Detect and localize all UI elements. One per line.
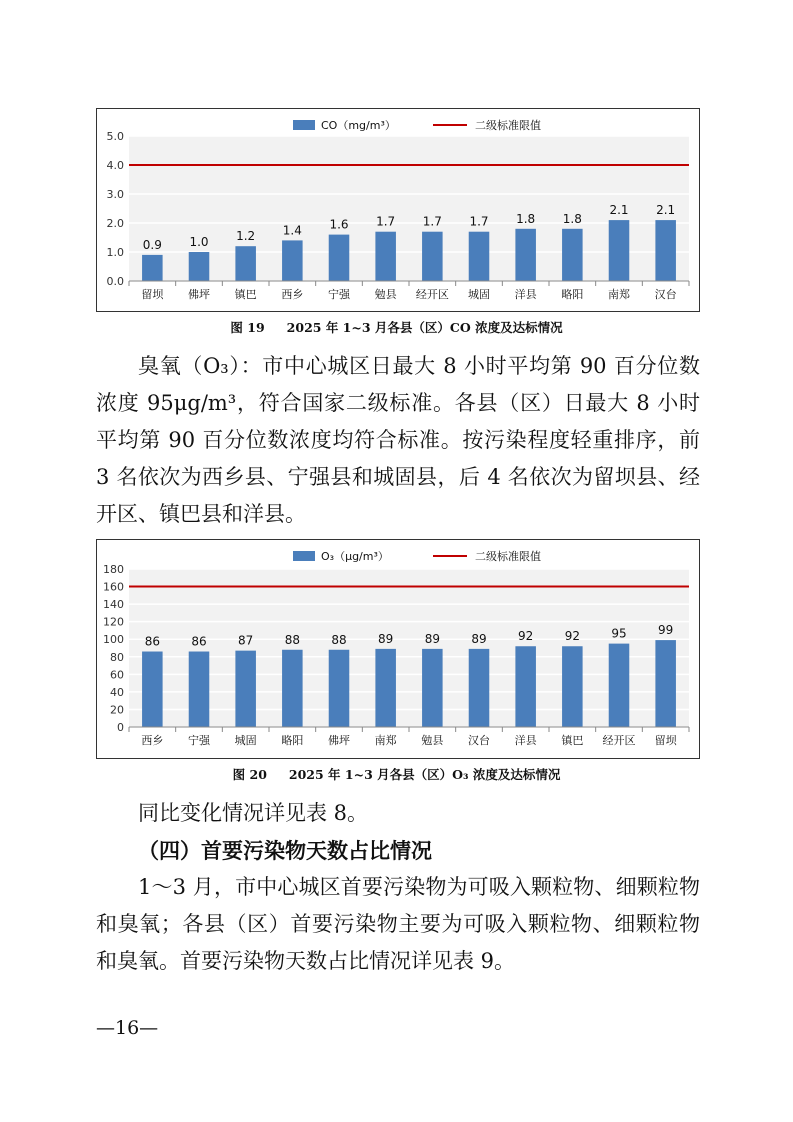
o3-chart-bar [375,649,396,727]
o3-chart-category-label: 略阳 [281,734,304,747]
co-chart-y-tick-label: 5.0 [106,130,124,143]
o3-chart-value-label: 92 [564,629,580,644]
table8-paragraph: 同比变化情况详见表 8。 [138,801,369,825]
co-chart-category-label: 镇巴 [234,288,257,301]
co-chart-value-label: 1.8 [516,211,536,226]
o3-chart-y-tick-label: 60 [110,668,124,682]
co-chart-value-label: 1.7 [469,214,489,229]
co-chart-category-label: 经开区 [415,288,449,301]
co-chart-category-label: 汉台 [654,288,677,301]
co-chart-bar [375,232,396,281]
co-chart-bar [422,232,443,281]
o3-chart-bar [469,649,490,727]
co-chart-y-tick-label: 2.0 [106,217,124,230]
co-chart-category-label: 略阳 [561,288,584,301]
o3-chart-y-tick-label: 180 [103,563,124,576]
figure-19-number: 图 19 [230,320,265,335]
co-chart-y-tick-label: 4.0 [106,159,124,172]
co-chart-y-tick-label: 1.0 [106,246,124,259]
o3-chart-legend-limit-label: 二级标准限值 [475,550,541,563]
o3-chart [96,539,700,759]
o3-chart-svg [97,540,699,758]
o3-chart-value-label: 88 [284,632,300,647]
o3-chart-value-label: 86 [144,634,160,649]
co-chart-bar [469,232,490,281]
co-chart-bar [189,252,210,281]
co-chart-y-tick-label: 3.0 [106,188,124,201]
o3-chart-y-tick-label: 80 [110,650,124,664]
o3-chart-y-tick-label: 20 [110,703,124,717]
co-chart-category-label: 西乡 [281,288,304,301]
co-chart-legend-series-label: CO（mg/m³） [321,119,396,132]
co-chart-value-label: 1.4 [282,223,302,238]
co-chart-value-label: 0.9 [142,237,162,252]
o3-chart-value-label: 89 [378,631,394,646]
co-chart-value-label: 1.8 [562,211,582,226]
o3-chart-y-tick-label: 120 [103,615,124,629]
o3-chart-bar [142,652,163,727]
o3-chart-bar [329,650,350,727]
o3-chart-legend-bar-swatch [293,551,315,561]
o3-chart-value-label: 89 [424,631,440,646]
o3-chart-bar [562,646,583,727]
o3-chart-value-label: 95 [611,626,627,641]
o3-chart-category-label: 经开区 [602,734,636,747]
o3-paragraph: 臭氧（O₃）：市中心城区日最大 8 小时平均第 90 百分位数浓度 95μg/m³，符合国家二级标准。各县（区）日最大 8 小时平均第 90 百分位数浓度均符合标准。按污染程度轻重排序，前 3 名依次为西乡县、宁强县和城固县，后 4 名依次为留坝县、经开区、镇巴县和洋县。 [96,354,700,526]
primary-pollutant-paragraph: 1～3 月，市中心城区首要污染物为可吸入颗粒物、细颗粒物和臭氧；各县（区）首要污染物主要为可吸入颗粒物、细颗粒物和臭氧。首要污染物天数占比情况详见表 9。 [96,875,700,973]
co-chart-bar [562,229,583,281]
co-chart-bar [142,255,163,281]
co-chart-y-tick-label: 0.0 [106,275,124,288]
o3-chart-category-label: 留坝 [654,734,677,747]
figure-19-caption [0,318,793,336]
co-chart-category-label: 宁强 [328,288,350,301]
o3-chart-y-tick-label: 100 [103,633,124,647]
co-chart-value-label: 2.1 [656,203,676,218]
o3-chart-category-label: 西乡 [141,734,164,747]
o3-chart-value-label: 99 [658,623,674,638]
co-chart-bar [655,220,676,281]
figure-20-text: 2025 年 1~3 月各县（区）O₃ 浓度及达标情况 [288,767,561,782]
co-chart-plot-area [129,136,689,281]
co-chart-value-label: 2.1 [609,203,629,218]
o3-chart-category-label: 洋县 [514,734,537,747]
figure-20-caption [0,765,793,783]
o3-chart-bar [609,644,630,727]
o3-chart-value-label: 89 [471,631,487,646]
co-chart-bar [515,229,536,281]
o3-chart-category-label: 勉县 [421,734,444,747]
figure-20-number: 图 20 [232,767,267,782]
o3-chart-y-tick-label: 40 [110,685,124,699]
section-heading-4: （四）首要污染物天数占比情况 [138,838,432,863]
co-chart-bar [609,220,630,281]
o3-chart-category-label: 城固 [234,734,257,747]
o3-chart-value-label: 92 [518,629,534,644]
o3-chart-value-label: 87 [238,633,254,648]
o3-chart-bar [189,652,210,727]
figure-19-text: 2025 年 1~3 月各县（区）CO 浓度及达标情况 [286,320,563,335]
co-chart-category-label: 洋县 [514,288,537,301]
o3-chart-category-label: 宁强 [188,734,210,747]
co-chart [96,108,700,312]
co-chart-value-label: 1.6 [329,217,349,232]
o3-chart-bar [282,650,303,727]
co-chart-value-label: 1.7 [422,214,442,229]
o3-chart-value-label: 88 [331,632,347,647]
o3-chart-category-label: 佛坪 [328,734,350,747]
co-chart-category-label: 留坝 [141,288,164,301]
o3-chart-category-label: 南郑 [374,734,397,747]
co-chart-value-label: 1.2 [236,229,256,244]
co-chart-svg [97,109,699,311]
o3-chart-bar [515,646,536,727]
co-chart-category-label: 佛坪 [188,288,210,301]
co-chart-bar [282,240,303,281]
co-chart-legend-bar-swatch [293,120,315,130]
o3-chart-y-tick-label: 0 [117,721,124,734]
o3-chart-bar [655,640,676,727]
o3-chart-category-label: 汉台 [468,734,490,747]
o3-chart-value-label: 86 [191,634,207,649]
co-chart-value-label: 1.0 [189,235,209,249]
co-chart-bar [329,235,350,281]
co-chart-category-label: 城固 [468,288,490,301]
o3-chart-y-tick-label: 140 [103,598,124,612]
o3-chart-bar [422,649,443,727]
o3-chart-y-tick-label: 160 [103,580,124,594]
o3-chart-bar [235,651,256,727]
co-chart-value-label: 1.7 [376,214,396,229]
co-chart-category-label: 勉县 [374,288,397,301]
co-chart-bar [235,246,256,281]
o3-chart-category-label: 镇巴 [561,734,584,747]
o3-chart-plot-area [129,569,689,727]
co-chart-category-label: 南郑 [608,288,630,301]
page-number: —16— [96,1017,159,1039]
co-chart-legend-limit-label: 二级标准限值 [475,119,541,132]
o3-chart-legend-series-label: O₃（μg/m³） [321,550,389,563]
